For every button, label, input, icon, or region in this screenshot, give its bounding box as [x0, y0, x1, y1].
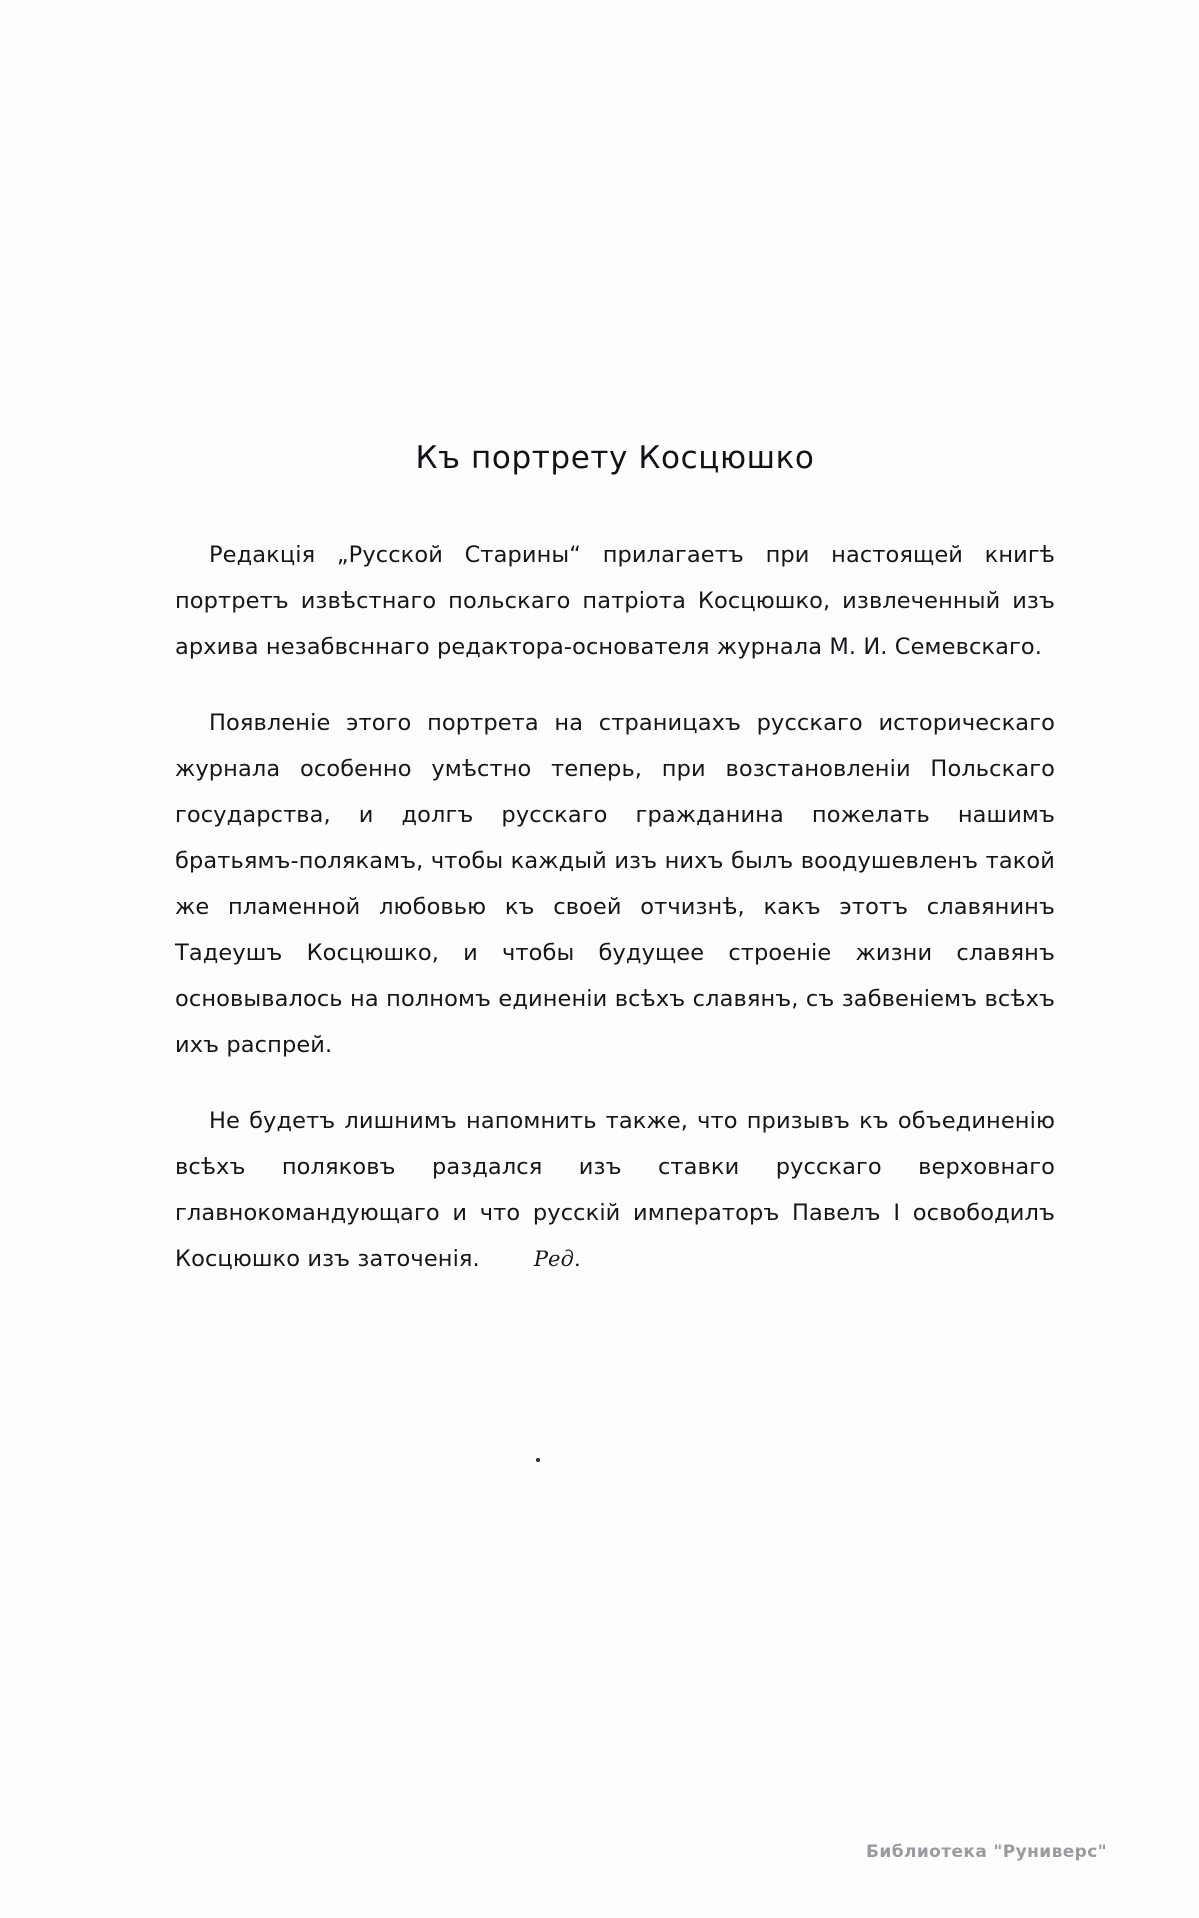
paragraph-text: Не будетъ лишнимъ напомнить также, что призывъ къ объединенію всѣхъ поляковъ раздался изъ ставки русскаго верховнаго главнокомандующаго и что русскій императоръ Павелъ I освободилъ Косцюшко изъ заточенія. — [175, 1108, 1055, 1272]
editorial-signature: Ред. — [533, 1247, 581, 1271]
page-content — [175, 440, 1055, 1282]
page-ink-mark — [536, 1458, 540, 1462]
page-title: Къ портрету Косцюшко — [415, 440, 815, 476]
paragraph-2 — [175, 700, 1055, 1068]
library-watermark: Библиотека "Руниверс" — [866, 1842, 1107, 1862]
paragraph-3 — [175, 1098, 1055, 1282]
paragraph-text: Редакція „Русской Старины“ прилагаетъ при настоящей книгѣ портретъ извѣстнаго польскаго патріота Косцюшко, извлеченный изъ архива незабвсннаго редактора-основателя журнала М. И. Семевскаго. — [175, 542, 1055, 660]
paragraph-1 — [175, 532, 1055, 670]
paragraph-text: Появленіе этого портрета на страницахъ русскаго историческаго журнала особенно умѣстно теперь, при возстановленіи Польскаго государства, и долгъ русскаго гражданина пожелать нашимъ братьямъ-полякамъ, чтобы каждый изъ нихъ былъ воодушевленъ такой же пламенной любовью къ своей отчизнѣ, какъ этотъ славянинъ Тадеушъ Косцюшко, и чтобы будущее строеніе жизни славянъ основывалось на полномъ единеніи всѣхъ славянъ, съ забвеніемъ всѣхъ ихъ распрей. — [175, 710, 1055, 1058]
